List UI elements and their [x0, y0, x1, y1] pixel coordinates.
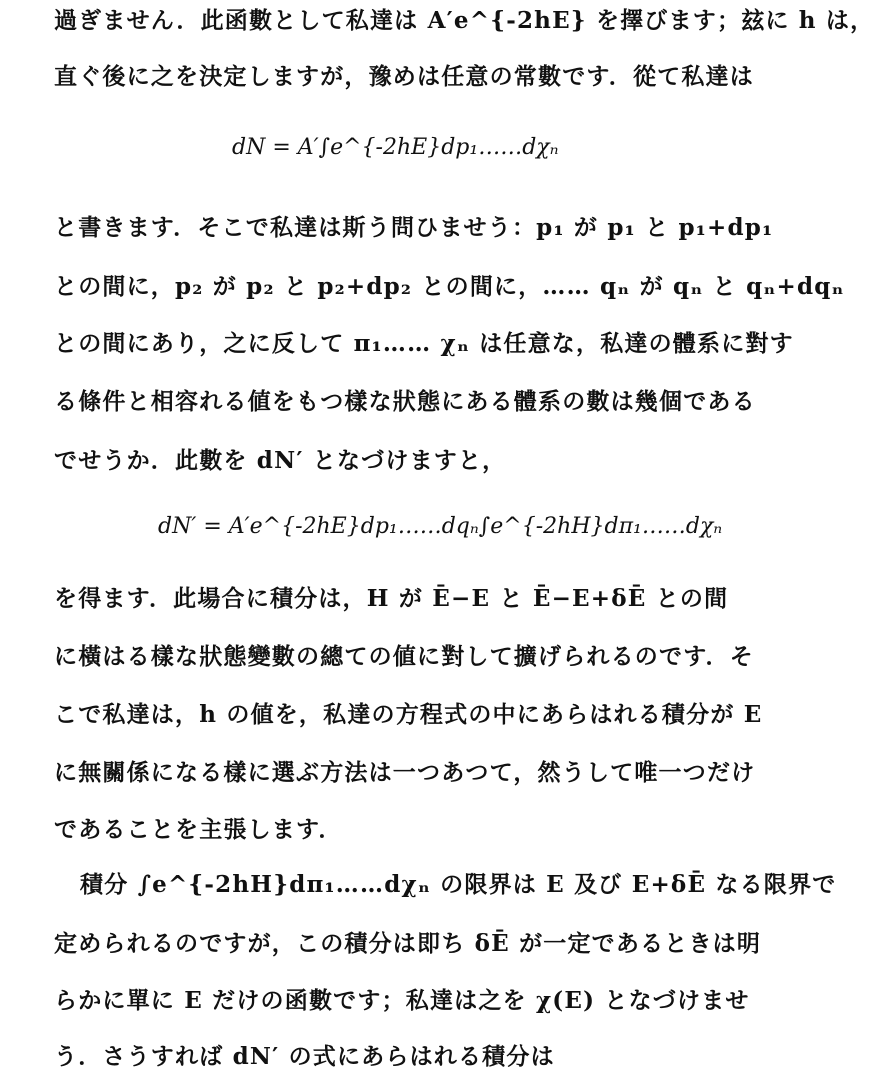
text-line-1: 過ぎません．此函數として私達は A′e^{-2hE} を擇びます；玆に h は，: [54, 7, 874, 34]
text-line-3: と書きます．そこで私達は斯う問ひませう：p₁ が p₁ と p₁+dp₁: [54, 214, 774, 241]
text-line-14: 定められるのですが，この積分は即ち δĒ が一定であるときは明: [54, 930, 762, 957]
text-line-7: でせうか．此數を dN′ となづけますと，: [54, 447, 507, 474]
text-line-13: 積分 ∫e^{-2hH}dπ₁……dχₙ の限界は E 及び E+δĒ なる限界で: [80, 871, 837, 898]
equation-dN: dN = A′∫e^{-2hE}dp₁……dχₙ: [232, 135, 559, 160]
text-line-9: に橫はる樣な狀態變數の總ての値に對して擴げられるのです．そ: [54, 643, 754, 670]
text-line-5: との間にあり，之に反して π₁…… χₙ は任意な，私達の體系に對す: [54, 330, 794, 357]
text-line-15: らかに單に E だけの函數です；私達は之を χ(E) となづけませ: [54, 987, 750, 1014]
text-line-11: に無關係になる樣に選ぶ方法は一つあつて，然うして唯一つだけ: [54, 759, 756, 786]
text-line-6: る條件と相容れる値をもつ樣な狀態にある體系の數は幾個である: [54, 388, 756, 415]
text-line-8: を得ます．此場合に積分は，H が Ē−E と Ē−E+δĒ との間: [54, 585, 729, 612]
equation-dN-prime: dN′ = A′e^{-2hE}dp₁……dqₙ∫e^{-2hH}dπ₁……dχₙ: [158, 514, 723, 539]
text-line-16: う．さうすれば dN′ の式にあらはれる積分は: [54, 1043, 555, 1070]
text-line-10: こで私達は，h の値を，私達の方程式の中にあらはれる積分が E: [54, 701, 763, 728]
text-line-12: であることを主張します．: [54, 816, 343, 843]
text-line-4: との間に，p₂ が p₂ と p₂+dp₂ との間に，…… qₙ が qₙ と qₙ+dqₙ: [54, 273, 845, 300]
text-line-2: 直ぐ後に之を決定しますが，豫めは任意の常數です．從て私達は: [54, 63, 754, 90]
